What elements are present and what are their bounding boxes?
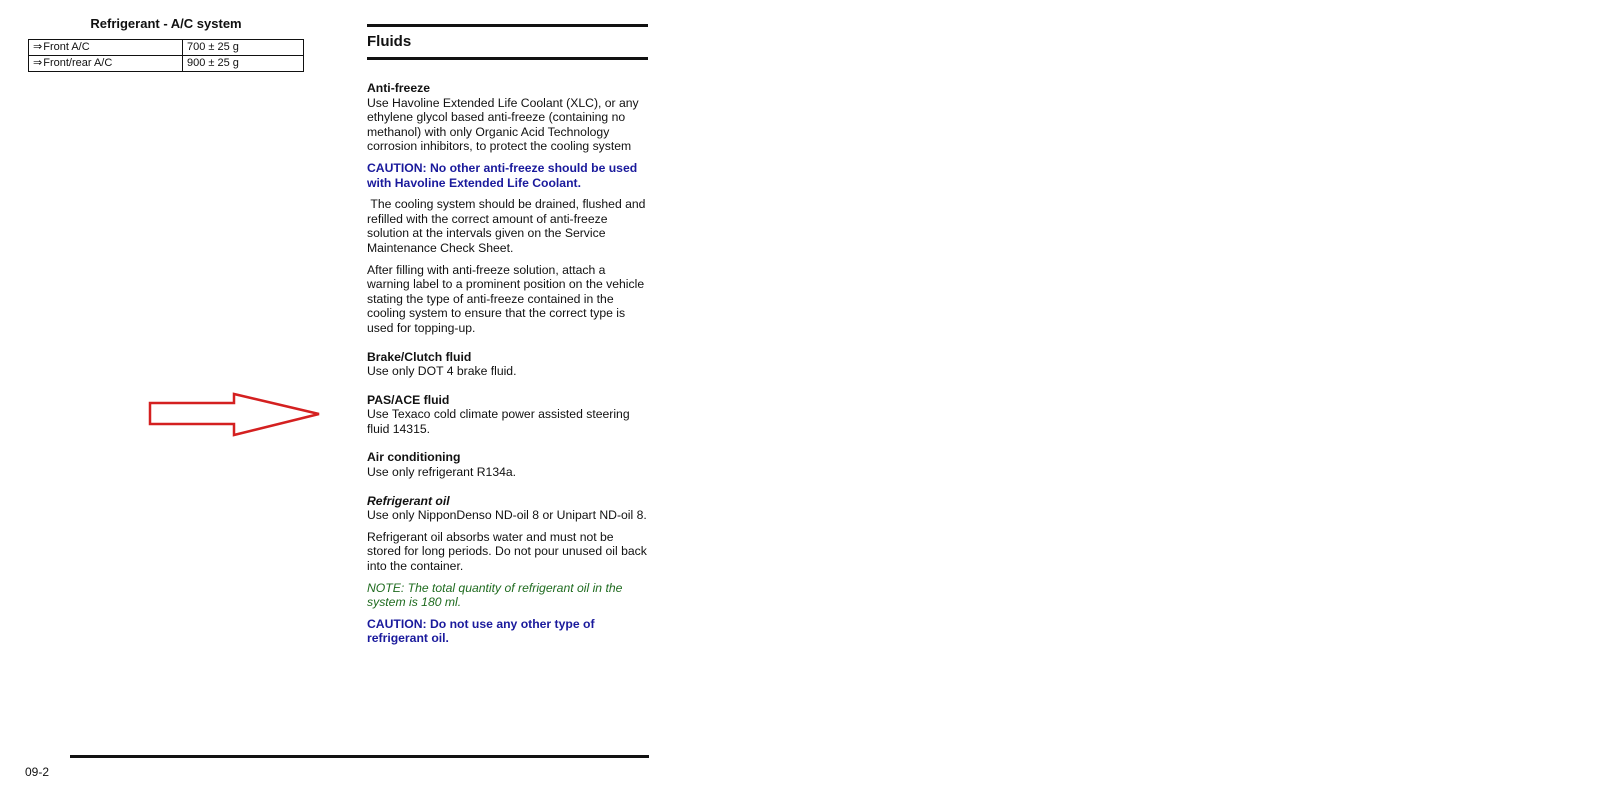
table-cell-value: 900 ± 25 g xyxy=(183,56,304,72)
brake-clutch-heading: Brake/Clutch fluid xyxy=(367,349,472,364)
section-title: Fluids xyxy=(367,33,412,50)
double-arrow-icon: ⇒ xyxy=(33,57,43,69)
footer-rule xyxy=(70,755,649,758)
table-cell-label xyxy=(29,56,183,72)
section-header xyxy=(367,24,648,60)
table-cell-value: 700 ± 25 g xyxy=(183,40,304,56)
air-conditioning-body: Use only refrigerant R134a. xyxy=(367,465,517,480)
pas-ace-heading: PAS/ACE fluid xyxy=(367,392,450,407)
refrigerant-oil-heading: Refrigerant oil xyxy=(367,493,450,508)
section-content xyxy=(367,60,648,646)
refrigerant-spec-block xyxy=(28,16,304,72)
row-label: Front A/C xyxy=(43,41,90,53)
right-arrow-outline-icon xyxy=(148,392,322,438)
double-arrow-icon: ⇒ xyxy=(33,41,43,53)
fluids-section xyxy=(367,24,648,646)
refrigerant-oil-body: Use only NipponDenso ND-oil 8 or Unipart ND-oil 8. xyxy=(367,508,647,523)
brake-clutch-body: Use only DOT 4 brake fluid. xyxy=(367,364,517,379)
refrigerant-oil-note: NOTE: The total quantity of refrigerant oil in the system is 180 ml. xyxy=(367,580,623,610)
table-row xyxy=(29,56,304,72)
page-number: 09-2 xyxy=(25,765,50,779)
air-conditioning-heading: Air conditioning xyxy=(367,450,461,465)
refrigerant-oil-paragraph-2: Refrigerant oil absorbs water and must not be stored for long periods. Do not pour unused oil back into the container. xyxy=(367,529,647,574)
refrigerant-spec-table xyxy=(28,39,304,72)
antifreeze-body: Use Havoline Extended Life Coolant (XLC), or any ethylene glycol based anti-freeze (containing no methanol) with only Organic Acid Technology corrosion inhibitors, to protect the cooling system xyxy=(367,95,639,154)
table-row xyxy=(29,40,304,56)
antifreeze-paragraph-2: The cooling system should be drained, flushed and refilled with the correct amount of anti-freeze solution at the intervals given on the Service Maintenance Check Sheet. xyxy=(367,197,649,255)
antifreeze-caution: CAUTION: No other anti-freeze should be used with Havoline Extended Life Coolant. xyxy=(367,160,638,190)
refrigerant-oil-caution: CAUTION: Do not use any other type of refrigerant oil. xyxy=(367,616,595,646)
antifreeze-heading: Anti-freeze xyxy=(367,81,430,95)
pas-ace-body: Use Texaco cold climate power assisted steering fluid 14315. xyxy=(367,407,630,436)
row-label: Front/rear A/C xyxy=(43,57,113,69)
antifreeze-paragraph-3: After filling with anti-freeze solution, attach a warning label to a prominent position on the vehicle stating the type of anti-freeze contained in the cooling system to ensure that the correct type is used for topping-up. xyxy=(367,262,645,335)
table-cell-label xyxy=(29,40,183,56)
refrigerant-table-title: Refrigerant - A/C system xyxy=(90,16,242,31)
